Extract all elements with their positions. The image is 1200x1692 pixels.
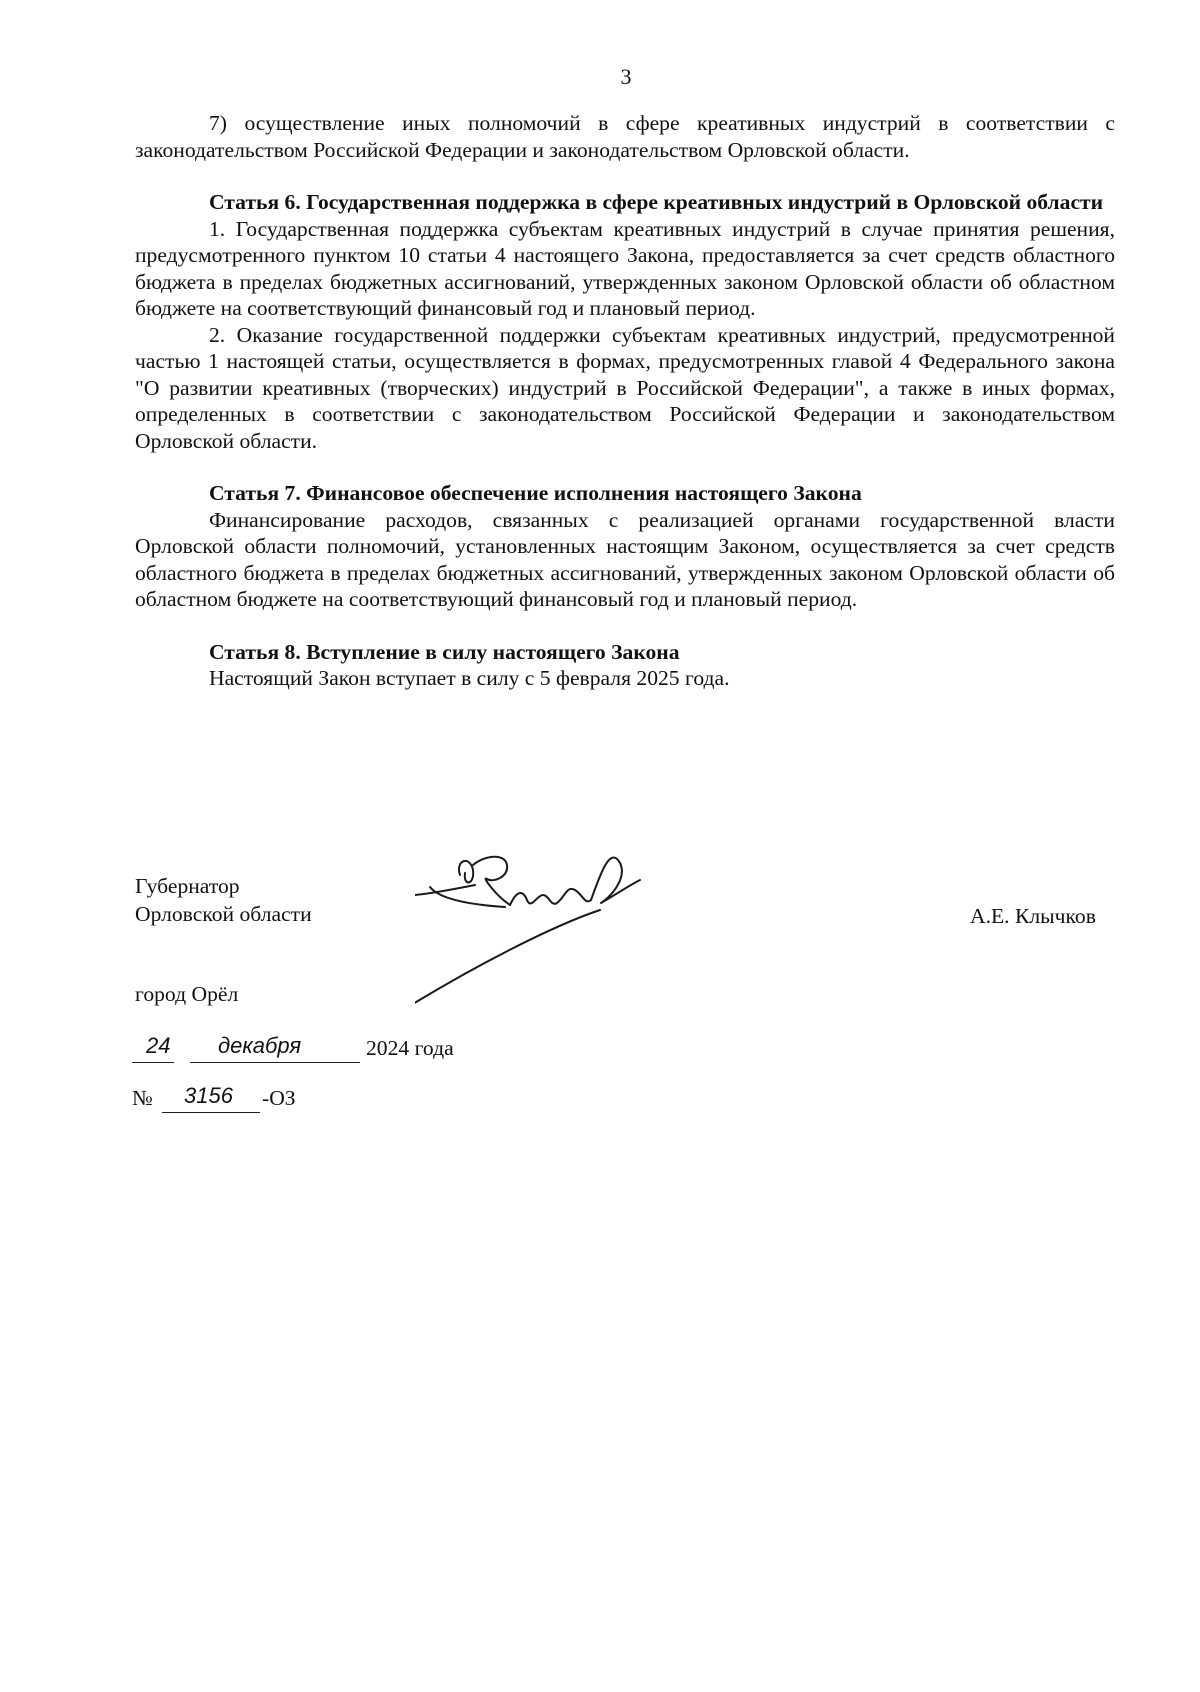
signatory-title-line-1: Губернатор [135,874,240,898]
article-6-paragraph-2: 2. Оказание государственной поддержки субъектам креативных индустрий, предусмотренной частью 1 настоящей статьи, осуществляется в формах, предусмотренных главой 4 Федерального закона "О развитии креативных (творческих) индустрий в Российской Федерации", а также в иных формах, определенных в соответствии с законодательством Российской Федерации и законодательством Орловской области. [135,322,1115,453]
signature-stroke-6 [415,910,600,1015]
law-number-suffix: -ОЗ [262,1086,296,1110]
handwritten-signature [415,855,660,1015]
signatory-name: А.Е. Клычков [970,904,1096,928]
article-6-paragraph-1: 1. Государственная поддержка субъектам креативных индустрий в случае принятия решения, предусмотренного пунктом 10 статьи 4 настоящего Закона, предоставляется за счет средств областного бюджета в пределах бюджетных ассигнований, утвержденных законом Орловской области об областном бюджете на соответствующий финансовый год и плановый период. [135,216,1115,320]
place-of-signing: город Орёл [135,982,239,1006]
page-number: 3 [620,64,632,89]
law-number: 3156 [184,1083,233,1108]
signature-stroke-4 [510,889,591,905]
article-7-title: Статья 7. Финансовое обеспечение исполнения настоящего Закона [209,481,862,505]
signature-stroke-3 [473,857,510,905]
article-8-title: Статья 8. Вступление в силу настоящего Закона [209,639,680,664]
signature-stroke-5 [591,858,640,903]
signature-stroke-2 [459,861,473,883]
item-7-paragraph: 7) осуществление иных полномочий в сфере креативных индустрий в соответствии с законодательством Российской Федерации и законодательством Орловской области. [135,111,1115,162]
date-month: декабря [218,1033,302,1058]
date-year: 2024 года [366,1036,454,1060]
signature-stroke-1 [415,885,475,895]
document-body [135,110,1115,692]
article-7-paragraph-1: Финансирование расходов, связанных с реализацией органами государственной власти Орловской области полномочий, установленных настоящим Законом, осуществляется за счет средств областного бюджета в пределах бюджетных ассигнований, утвержденных законом Орловской области об областном бюджете на соответствующий финансовый год и плановый период. [135,507,1115,611]
article-6-title: Статья 6. Государственная поддержка в сфере креативных индустрий в Орловской области [209,190,1104,214]
signatory-title-line-2: Орловской области [135,902,312,926]
number-sign: № [132,1086,153,1110]
date-day: 24 [146,1033,171,1058]
article-8-paragraph-1: Настоящий Закон вступает в силу с 5 февраля 2025 года. [209,666,730,690]
signatory-title [135,872,312,928]
